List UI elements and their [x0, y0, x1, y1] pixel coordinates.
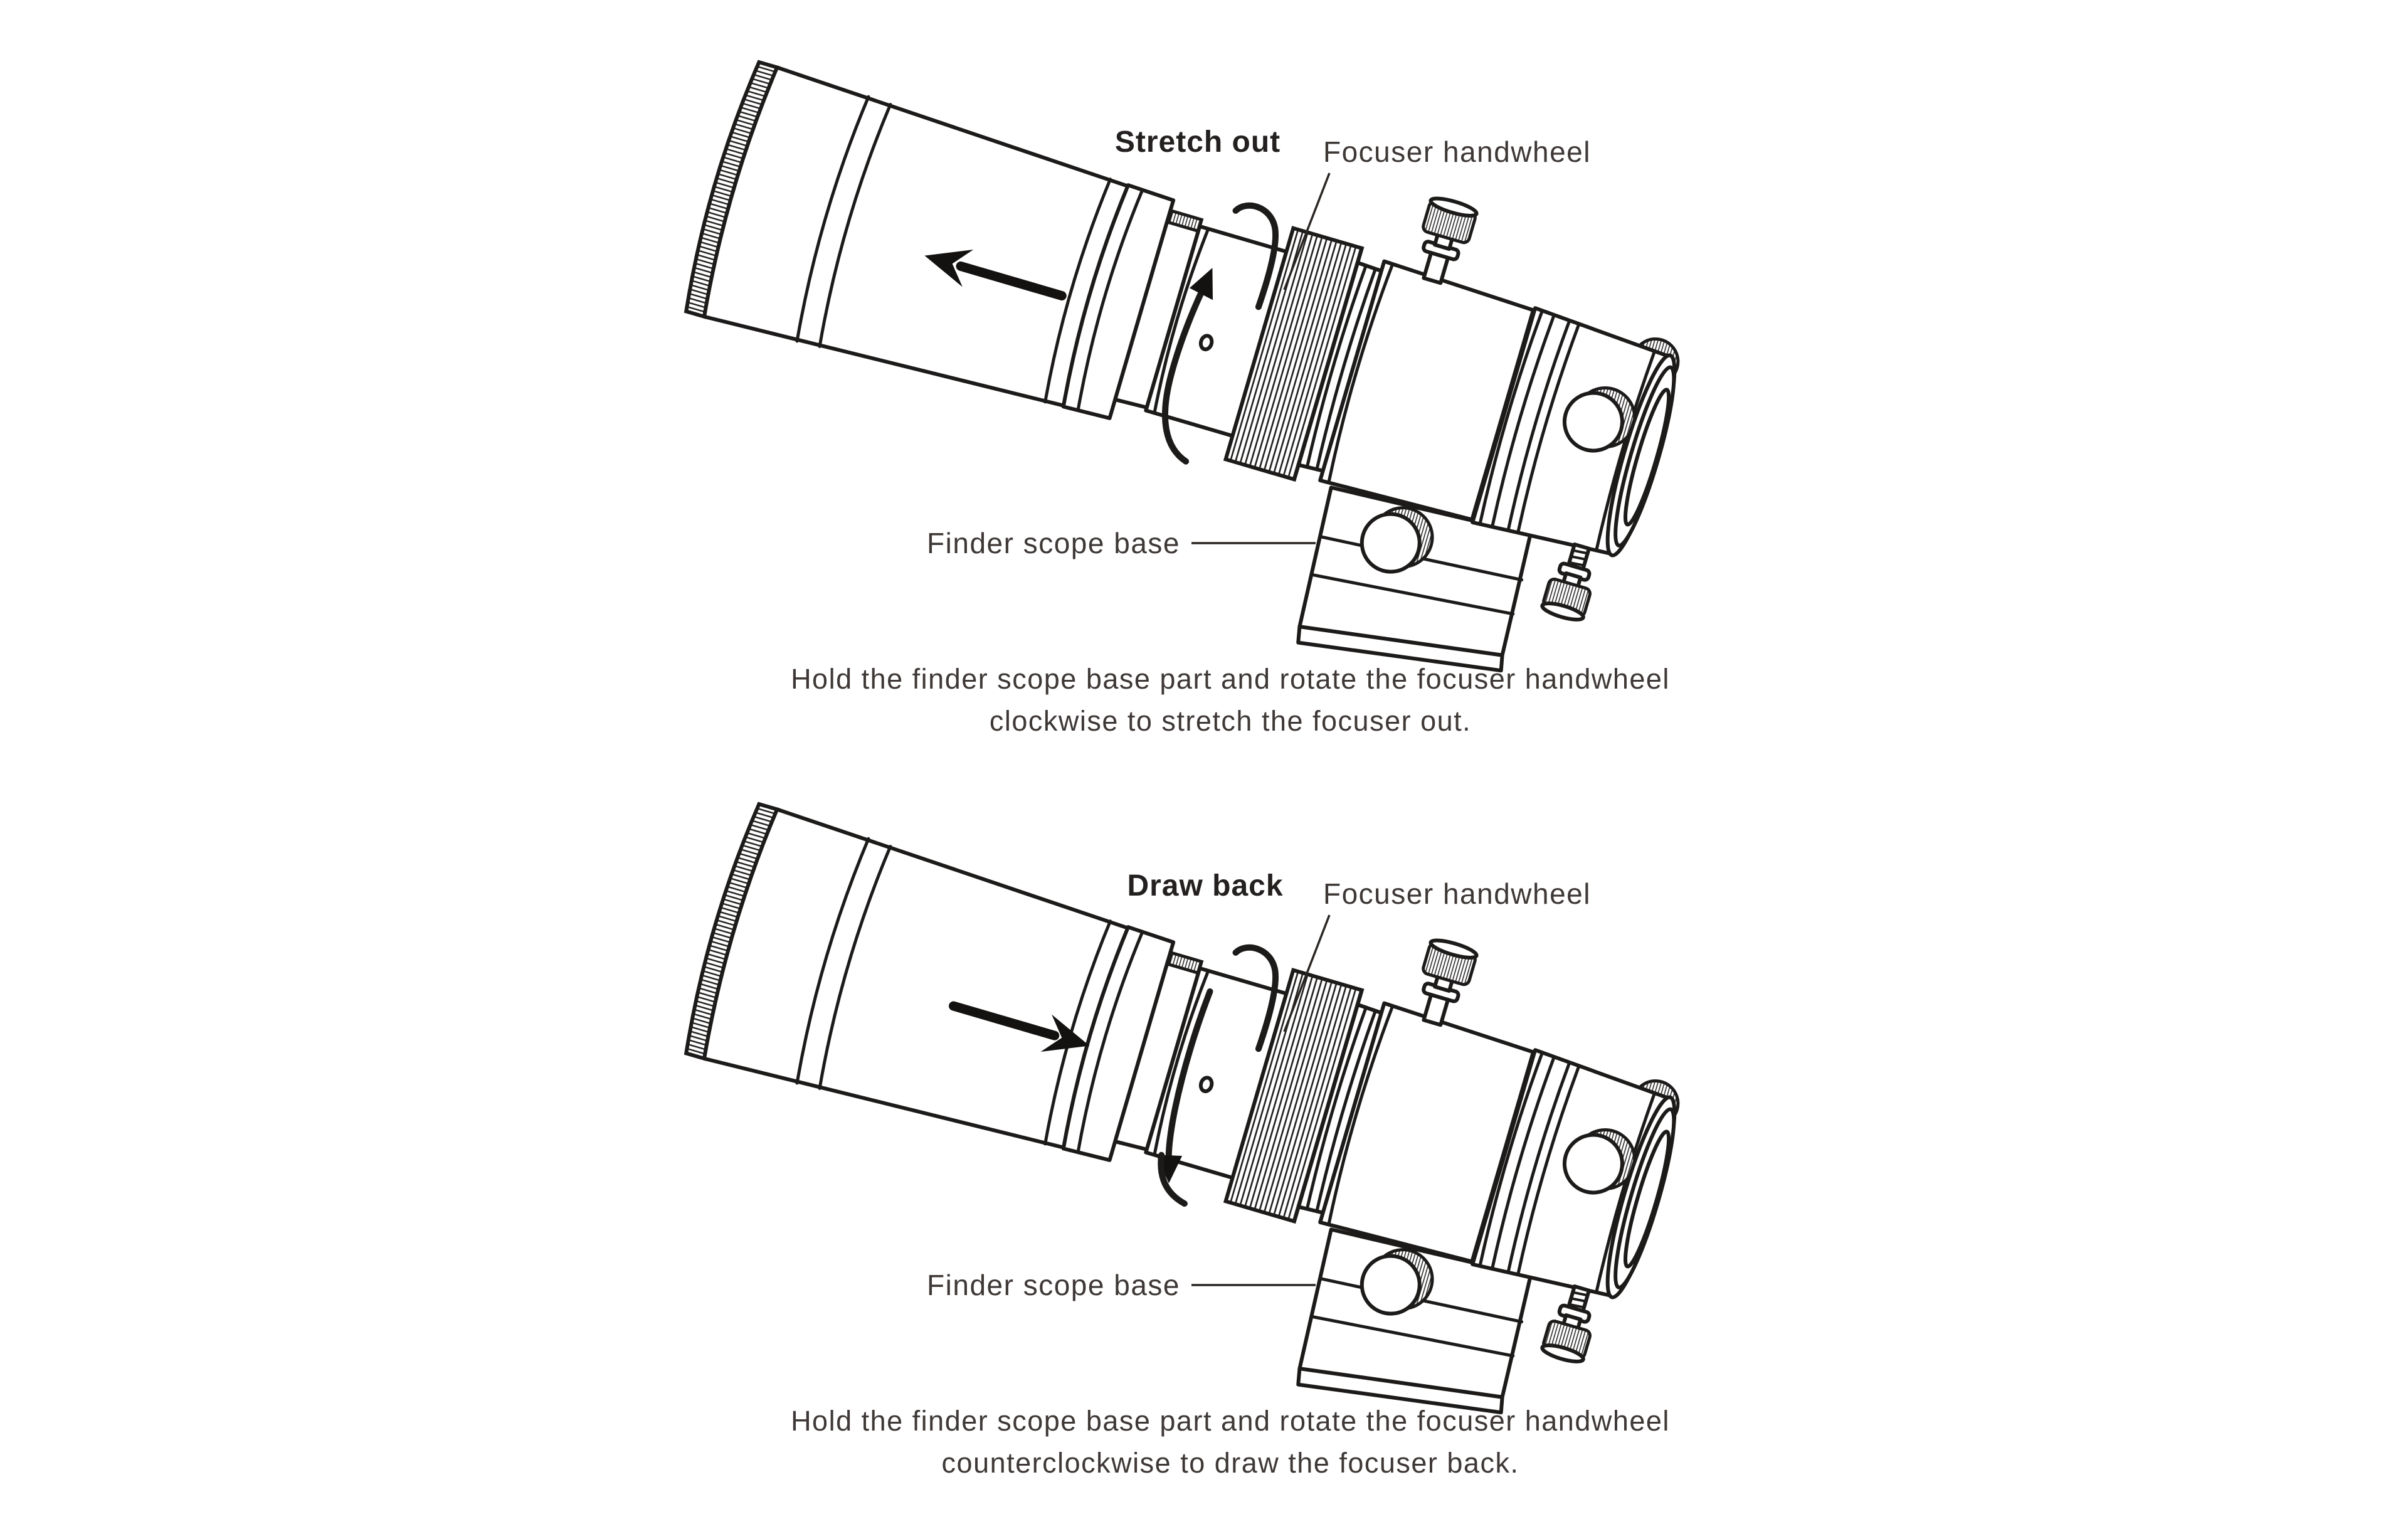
caption-line-1: Hold the finder scope base part and rotate the focuser handwheel — [791, 663, 1670, 695]
finder-base-label: Finder scope base — [927, 527, 1180, 559]
action-label: Stretch out — [1114, 125, 1281, 159]
finder-base-label: Finder scope base — [927, 1269, 1180, 1301]
handwheel-label: Focuser handwheel — [1323, 135, 1591, 168]
caption-line-2: counterclockwise to draw the focuser back. — [941, 1447, 1519, 1479]
action-label: Draw back — [1127, 869, 1284, 902]
caption-line-1: Hold the finder scope base part and rotate the focuser handwheel — [791, 1405, 1670, 1437]
handwheel-label: Focuser handwheel — [1323, 877, 1591, 910]
caption-line-2: clockwise to stretch the focuser out. — [989, 705, 1472, 737]
